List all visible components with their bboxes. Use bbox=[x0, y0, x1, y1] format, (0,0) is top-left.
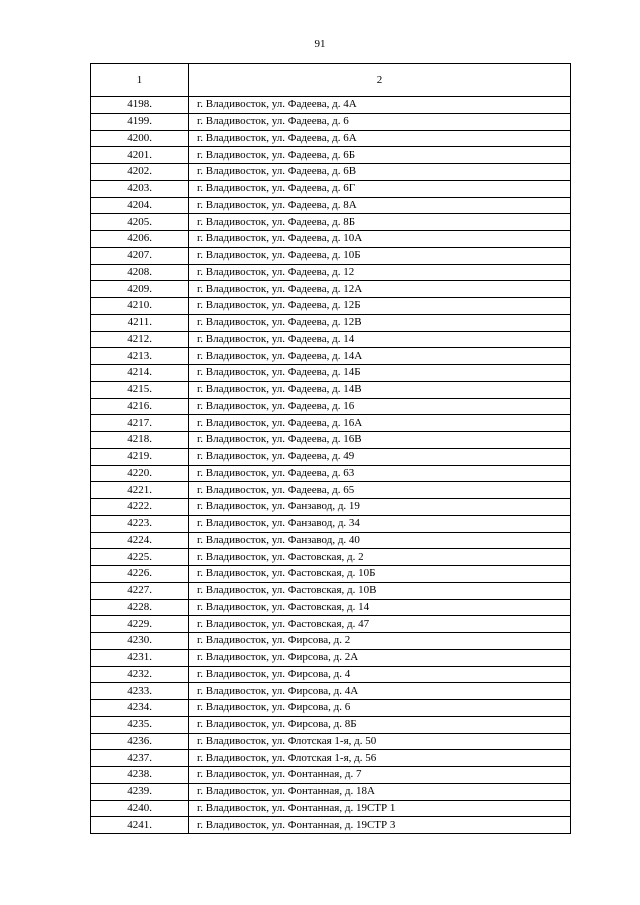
row-number: 4201. bbox=[91, 147, 189, 164]
row-address: г. Владивосток, ул. Фадеева, д. 14В bbox=[189, 381, 571, 398]
row-number: 4227. bbox=[91, 582, 189, 599]
row-number: 4223. bbox=[91, 515, 189, 532]
row-address: г. Владивосток, ул. Фадеева, д. 12Б bbox=[189, 298, 571, 315]
column-header-address: 2 bbox=[189, 64, 571, 97]
row-address: г. Владивосток, ул. Фонтанная, д. 7 bbox=[189, 767, 571, 784]
row-address: г. Владивосток, ул. Фонтанная, д. 19СТР 1 bbox=[189, 800, 571, 817]
table-row bbox=[91, 348, 571, 365]
row-address: г. Владивосток, ул. Фанзавод, д. 34 bbox=[189, 515, 571, 532]
row-address: г. Владивосток, ул. Фирсова, д. 8Б bbox=[189, 716, 571, 733]
row-number: 4218. bbox=[91, 432, 189, 449]
address-table bbox=[90, 63, 571, 834]
table-row bbox=[91, 532, 571, 549]
row-address: г. Владивосток, ул. Фирсова, д. 2 bbox=[189, 633, 571, 650]
row-address: г. Владивосток, ул. Фирсова, д. 6 bbox=[189, 700, 571, 717]
table-row bbox=[91, 616, 571, 633]
table-row bbox=[91, 164, 571, 181]
row-address: г. Владивосток, ул. Фадеева, д. 16 bbox=[189, 398, 571, 415]
table-row bbox=[91, 716, 571, 733]
row-address: г. Владивосток, ул. Фадеева, д. 6Б bbox=[189, 147, 571, 164]
table-row bbox=[91, 281, 571, 298]
row-number: 4236. bbox=[91, 733, 189, 750]
row-address: г. Владивосток, ул. Фадеева, д. 14Б bbox=[189, 365, 571, 382]
row-number: 4228. bbox=[91, 599, 189, 616]
table-header-row bbox=[91, 64, 571, 97]
table-body bbox=[91, 97, 571, 834]
row-number: 4240. bbox=[91, 800, 189, 817]
row-address: г. Владивосток, ул. Фадеева, д. 16А bbox=[189, 415, 571, 432]
table-row bbox=[91, 599, 571, 616]
table-row bbox=[91, 465, 571, 482]
row-number: 4206. bbox=[91, 231, 189, 248]
table-row bbox=[91, 767, 571, 784]
row-address: г. Владивосток, ул. Фастовская, д. 10Б bbox=[189, 566, 571, 583]
table-row bbox=[91, 633, 571, 650]
row-address: г. Владивосток, ул. Флотская 1-я, д. 50 bbox=[189, 733, 571, 750]
table-row bbox=[91, 415, 571, 432]
table-row bbox=[91, 331, 571, 348]
row-number: 4205. bbox=[91, 214, 189, 231]
page-number: 91 bbox=[314, 38, 326, 50]
table-row bbox=[91, 147, 571, 164]
row-address: г. Владивосток, ул. Фадеева, д. 49 bbox=[189, 448, 571, 465]
row-number: 4234. bbox=[91, 700, 189, 717]
table-row bbox=[91, 733, 571, 750]
row-address: г. Владивосток, ул. Фадеева, д. 8Б bbox=[189, 214, 571, 231]
row-number: 4233. bbox=[91, 683, 189, 700]
row-address: г. Владивосток, ул. Фадеева, д. 6 bbox=[189, 113, 571, 130]
table-row bbox=[91, 800, 571, 817]
table-row bbox=[91, 197, 571, 214]
table-row bbox=[91, 314, 571, 331]
row-number: 4203. bbox=[91, 180, 189, 197]
row-address: г. Владивосток, ул. Фадеева, д. 14 bbox=[189, 331, 571, 348]
row-number: 4215. bbox=[91, 381, 189, 398]
row-address: г. Владивосток, ул. Фонтанная, д. 18А bbox=[189, 783, 571, 800]
row-address: г. Владивосток, ул. Фирсова, д. 4А bbox=[189, 683, 571, 700]
table-row bbox=[91, 817, 571, 834]
row-number: 4212. bbox=[91, 331, 189, 348]
table-row bbox=[91, 97, 571, 114]
row-number: 4230. bbox=[91, 633, 189, 650]
row-number: 4200. bbox=[91, 130, 189, 147]
row-address: г. Владивосток, ул. Фастовская, д. 14 bbox=[189, 599, 571, 616]
table-row bbox=[91, 666, 571, 683]
row-address: г. Владивосток, ул. Фирсова, д. 2А bbox=[189, 649, 571, 666]
table-row bbox=[91, 113, 571, 130]
table-row bbox=[91, 298, 571, 315]
table-row bbox=[91, 214, 571, 231]
row-number: 4199. bbox=[91, 113, 189, 130]
row-number: 4225. bbox=[91, 549, 189, 566]
row-number: 4220. bbox=[91, 465, 189, 482]
table-row bbox=[91, 448, 571, 465]
row-number: 4198. bbox=[91, 97, 189, 114]
table-row bbox=[91, 381, 571, 398]
row-number: 4222. bbox=[91, 499, 189, 516]
row-number: 4238. bbox=[91, 767, 189, 784]
row-number: 4221. bbox=[91, 482, 189, 499]
row-number: 4229. bbox=[91, 616, 189, 633]
row-address: г. Владивосток, ул. Фадеева, д. 12В bbox=[189, 314, 571, 331]
row-number: 4207. bbox=[91, 247, 189, 264]
row-number: 4204. bbox=[91, 197, 189, 214]
row-address: г. Владивосток, ул. Фадеева, д. 6В bbox=[189, 164, 571, 181]
row-address: г. Владивосток, ул. Фадеева, д. 6А bbox=[189, 130, 571, 147]
row-address: г. Владивосток, ул. Фанзавод, д. 40 bbox=[189, 532, 571, 549]
row-address: г. Владивосток, ул. Фастовская, д. 47 bbox=[189, 616, 571, 633]
row-number: 4219. bbox=[91, 448, 189, 465]
table-row bbox=[91, 499, 571, 516]
row-address: г. Владивосток, ул. Фадеева, д. 65 bbox=[189, 482, 571, 499]
row-number: 4210. bbox=[91, 298, 189, 315]
table-row bbox=[91, 683, 571, 700]
row-number: 4216. bbox=[91, 398, 189, 415]
table-row bbox=[91, 365, 571, 382]
table-row bbox=[91, 515, 571, 532]
table-row bbox=[91, 231, 571, 248]
row-address: г. Владивосток, ул. Фастовская, д. 2 bbox=[189, 549, 571, 566]
row-address: г. Владивосток, ул. Фадеева, д. 14А bbox=[189, 348, 571, 365]
row-address: г. Владивосток, ул. Флотская 1-я, д. 56 bbox=[189, 750, 571, 767]
table-row bbox=[91, 649, 571, 666]
row-address: г. Владивосток, ул. Фирсова, д. 4 bbox=[189, 666, 571, 683]
column-header-number: 1 bbox=[91, 64, 189, 97]
row-number: 4202. bbox=[91, 164, 189, 181]
row-number: 4241. bbox=[91, 817, 189, 834]
table-row bbox=[91, 700, 571, 717]
row-address: г. Владивосток, ул. Фонтанная, д. 19СТР 3 bbox=[189, 817, 571, 834]
row-address: г. Владивосток, ул. Фадеева, д. 4А bbox=[189, 97, 571, 114]
row-number: 4224. bbox=[91, 532, 189, 549]
table-row bbox=[91, 549, 571, 566]
row-address: г. Владивосток, ул. Фадеева, д. 12 bbox=[189, 264, 571, 281]
row-number: 4239. bbox=[91, 783, 189, 800]
row-address: г. Владивосток, ул. Фанзавод, д. 19 bbox=[189, 499, 571, 516]
table-row bbox=[91, 264, 571, 281]
row-number: 4217. bbox=[91, 415, 189, 432]
table-row bbox=[91, 180, 571, 197]
row-number: 4214. bbox=[91, 365, 189, 382]
row-number: 4232. bbox=[91, 666, 189, 683]
row-number: 4226. bbox=[91, 566, 189, 583]
row-number: 4235. bbox=[91, 716, 189, 733]
row-address: г. Владивосток, ул. Фастовская, д. 10В bbox=[189, 582, 571, 599]
table-row bbox=[91, 432, 571, 449]
row-number: 4213. bbox=[91, 348, 189, 365]
table-row bbox=[91, 750, 571, 767]
row-number: 4237. bbox=[91, 750, 189, 767]
row-address: г. Владивосток, ул. Фадеева, д. 8А bbox=[189, 197, 571, 214]
table-row bbox=[91, 582, 571, 599]
row-address: г. Владивосток, ул. Фадеева, д. 10Б bbox=[189, 247, 571, 264]
table-row bbox=[91, 130, 571, 147]
table-row bbox=[91, 783, 571, 800]
table-row bbox=[91, 398, 571, 415]
row-address: г. Владивосток, ул. Фадеева, д. 63 bbox=[189, 465, 571, 482]
table-row bbox=[91, 482, 571, 499]
table-row bbox=[91, 566, 571, 583]
row-address: г. Владивосток, ул. Фадеева, д. 16В bbox=[189, 432, 571, 449]
row-number: 4231. bbox=[91, 649, 189, 666]
row-number: 4208. bbox=[91, 264, 189, 281]
row-number: 4209. bbox=[91, 281, 189, 298]
row-address: г. Владивосток, ул. Фадеева, д. 10А bbox=[189, 231, 571, 248]
row-address: г. Владивосток, ул. Фадеева, д. 12А bbox=[189, 281, 571, 298]
table-row bbox=[91, 247, 571, 264]
row-number: 4211. bbox=[91, 314, 189, 331]
row-address: г. Владивосток, ул. Фадеева, д. 6Г bbox=[189, 180, 571, 197]
